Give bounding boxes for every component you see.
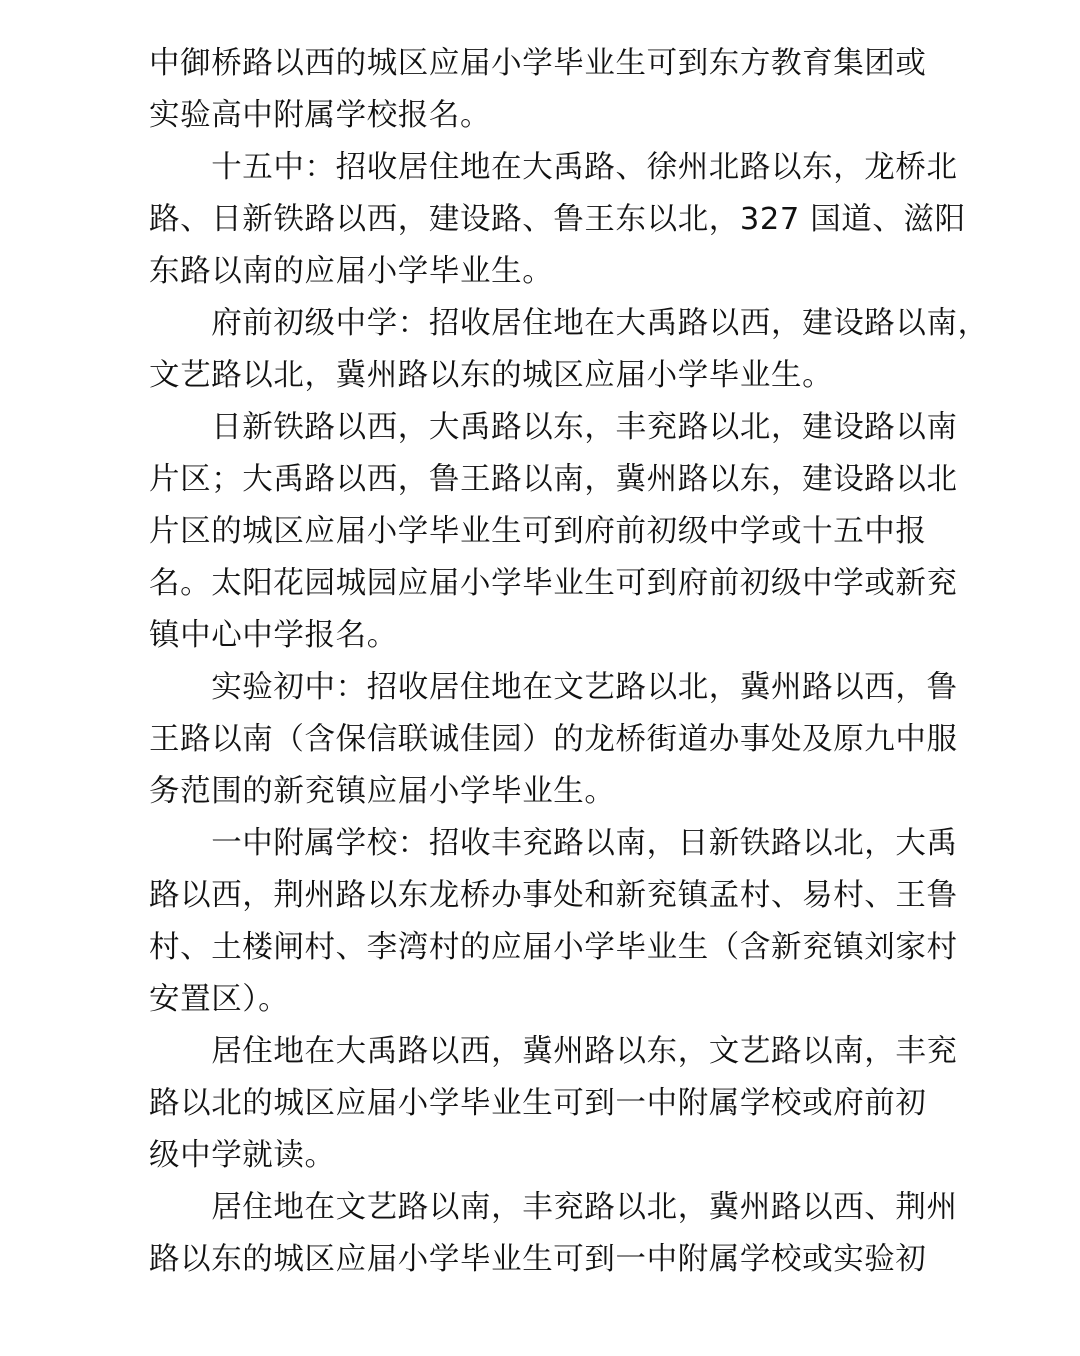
text-line: 路、日新铁路以西，建设路、鲁王东以北，327 国道、滋阳 xyxy=(149,202,966,237)
document-body xyxy=(149,38,989,1286)
text-line: 路以东的城区应届小学毕业生可到一中附属学校或实验初 xyxy=(149,1242,927,1277)
text-line: 路以西，荆州路以东龙桥办事处和新兖镇孟村、易村、王鲁 xyxy=(149,878,958,913)
text-line: 王路以南（含保信联诚佳园）的龙桥街道办事处及原九中服 xyxy=(149,722,958,757)
text-line: 东路以南的应届小学毕业生。 xyxy=(149,254,554,289)
text-line: 文艺路以北，冀州路以东的城区应届小学毕业生。 xyxy=(149,358,834,393)
text-line: 居住地在文艺路以南，丰兖路以北，冀州路以西、荆州 xyxy=(149,1190,958,1225)
text-line: 日新铁路以西，大禹路以东，丰兖路以北，建设路以南 xyxy=(149,410,958,445)
text-line: 路以北的城区应届小学毕业生可到一中附属学校或府前初 xyxy=(149,1086,927,1121)
text-line: 居住地在大禹路以西，冀州路以东，文艺路以南，丰兖 xyxy=(149,1034,958,1069)
text-line: 十五中：招收居住地在大禹路、徐州北路以东，龙桥北 xyxy=(149,150,958,185)
text-line: 级中学就读。 xyxy=(149,1138,336,1173)
text-line: 务范围的新兖镇应届小学毕业生。 xyxy=(149,774,616,809)
text-line: 一中附属学校：招收丰兖路以南，日新铁路以北，大禹 xyxy=(149,826,958,861)
text-line: 安置区）。 xyxy=(149,982,290,1017)
text-line: 府前初级中学：招收居住地在大禹路以西，建设路以南， xyxy=(149,306,989,341)
text-line: 片区的城区应届小学毕业生可到府前初级中学或十五中报 xyxy=(149,514,927,549)
text-line: 镇中心中学报名。 xyxy=(149,618,398,653)
text-line: 实验初中：招收居住地在文艺路以北，冀州路以西，鲁 xyxy=(149,670,958,705)
text-line: 名。太阳花园城园应届小学毕业生可到府前初级中学或新兖 xyxy=(149,566,958,601)
text-line: 片区；大禹路以西，鲁王路以南，冀州路以东，建设路以北 xyxy=(149,462,958,497)
text-line: 村、土楼闸村、李湾村的应届小学毕业生（含新兖镇刘家村 xyxy=(149,930,958,965)
text-line: 中御桥路以西的城区应届小学毕业生可到东方教育集团或 xyxy=(149,46,927,81)
text-line: 实验高中附属学校报名。 xyxy=(149,98,492,133)
